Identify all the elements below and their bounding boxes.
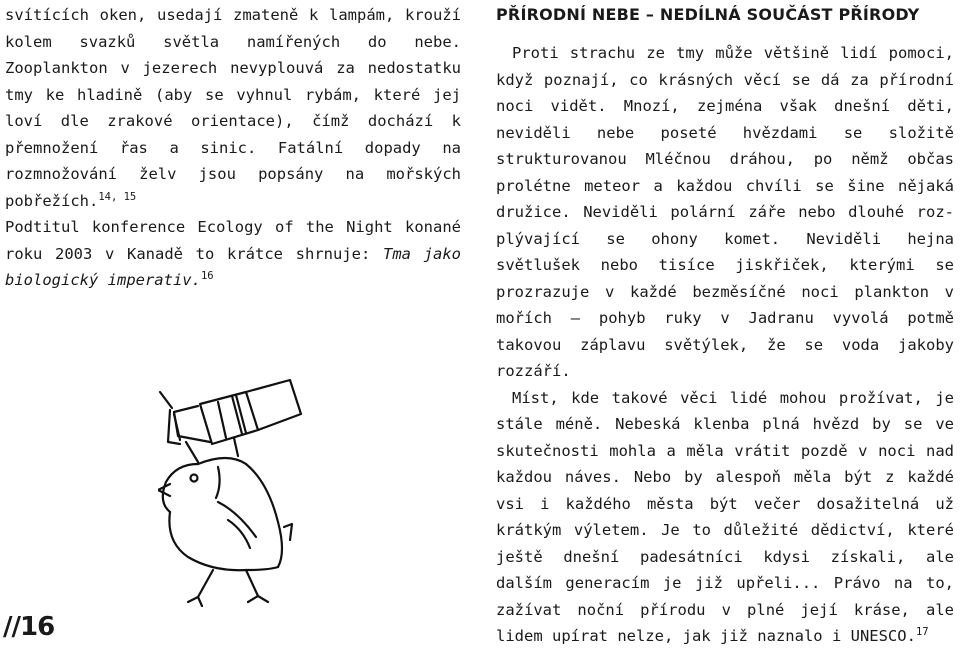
footnote-ref: 17	[915, 626, 929, 638]
paragraph-text: Podtitul konference Ecology of the Night konané roku 2003 v Kanadě to krátce shrnuje:	[5, 218, 461, 263]
body-paragraph	[5, 214, 461, 294]
left-column	[5, 2, 461, 294]
page-number: //16	[3, 612, 55, 642]
body-paragraph	[5, 2, 461, 214]
footnote-ref: 16	[200, 270, 214, 282]
paragraph-text: Míst, kde takové věci lidé mohou prožívat, je stále méně. Nebeská klenba plná hvězd by se ve skutečnosti mohla a měla vrátit pozdě v noci nad každou náves. Nebo by alespoň měla být z každé vsi i každého města být večer dosažitelná už krátkým výletem. Je to důležité dědictví, které ještě dnešní padesátníci kdysi získali, ale dalším generacím je již upřeli... Právo na to, zažívat noční přírodu v plné její kráse, ale lidem upírat nelze, jak již naznalo i UNESCO.	[496, 388, 954, 645]
body-paragraph: Proti strachu ze tmy může většině lidí pomoci, když poznají, co krásných věcí se dá za přírodní noci vidět. Mnozí, zejména však dnešní děti, neviděli nebe poseté hvězdami se složitě strukturovanou Mléčnou dráhou, po němž občas prolétne meteor a každou chvíli se šine nějaká družice. Neviděli polární záře nebo dlouhé rozplývající se ohony komet. Neviděli hejna světlušek nebo tisíce jiskřiček, kterými se prozrazuje v každé bezměsíčné noci plankton v mořích – pohyb ruky v Jadranu vyvolá potmě takovou záplavu světýlek, že se voda jakoby rozzáří.	[496, 44, 954, 380]
right-column	[496, 2, 954, 650]
body-paragraph	[496, 385, 954, 650]
italic-text: Tma jako biologický imperativ.	[5, 244, 462, 289]
footnote-ref: 14, 15	[98, 190, 137, 203]
paragraph-text: svítících oken, usedají zmateně k lampám, krouží kolem svazků světla namířených do nebe. Zooplankton v jezerech nevyplouvá za nedostatku tmy ke hladině (aby se vyhnul rybám, které jej loví dle zrakové orientace), čímž dochází k přemnožení řas a sinic. Fatální dopady na rozmnožování želv jsou popsány na mořských pobřežích.	[5, 6, 461, 210]
bird-with-telescope-drawing-icon	[158, 352, 318, 607]
section-heading: PŘÍRODNÍ NEBE – NEDÍLNÁ SOUČÁST PŘÍRODY	[496, 5, 920, 24]
